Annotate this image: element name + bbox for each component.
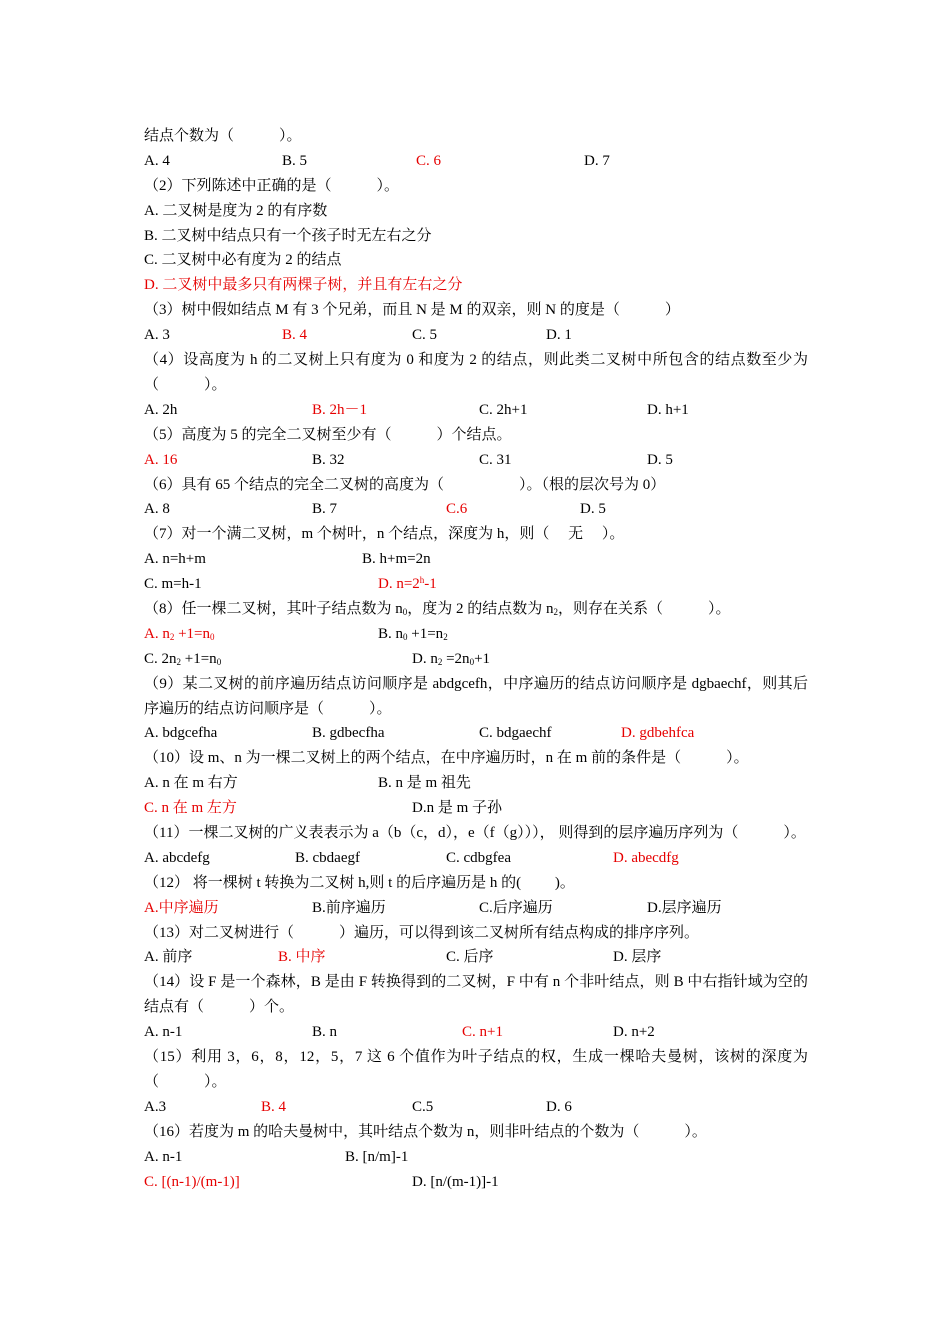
q4-option-a: A. 2h: [144, 401, 178, 418]
q3-option-a: A. 3: [144, 327, 170, 344]
q12-option-d: D.层序遍历: [647, 899, 722, 916]
q16-options-row1: [144, 1145, 808, 1170]
q11-options: [144, 846, 808, 871]
q4-option-b-answer: B. 2h－1: [312, 401, 368, 418]
q8-options-row2: [144, 647, 808, 672]
q7-options-row2: [144, 572, 808, 597]
q9-option-c: C. bdgaechf: [479, 725, 552, 742]
q6-options: [144, 497, 808, 522]
q16-options-row2: [144, 1170, 808, 1195]
q13-option-c: C. 后序: [446, 949, 494, 966]
q11-stem: （11）一棵二叉树的广义表表示为 a（b（c，d），e（f（g）））， 则得到的层序遍历序列为（ ）。: [144, 825, 806, 841]
q12-option-a-answer: A.中序遍历: [144, 899, 219, 916]
q4-stem: （4）设高度为 h 的二叉树上只有度为 0 和度为 2 的结点，则此类二叉树中所包含的结点数至少为（ ）。: [144, 352, 808, 393]
q8-option-d: D. $n_2 =2n_0+1$: [412, 650, 491, 667]
q14-stem: （14）设 F 是一个森林，B 是由 F 转换得到的二叉树，F 中有 n 个非叶结点，则 B 中右指针域为空的结点有（ ）个。: [144, 974, 808, 1016]
q16-option-b: B. [n/m]-1: [345, 1148, 409, 1165]
q6-stem: （6）具有 65 个结点的完全二叉树的高度为（ ）。（根的层次号为 0）: [144, 476, 666, 493]
q8-option-c: C. $2n_2 +1=n_0$: [144, 650, 222, 667]
q14-option-d: D. n+2: [613, 1024, 655, 1041]
q1-options: [144, 149, 808, 174]
exercise-page: [144, 124, 808, 1194]
q3-stem: （3）树中假如结点 M 有 3 个兄弟，而且 N 是 M 的双亲，则 N 的度是（ ）: [144, 302, 680, 319]
q14-options: [144, 1020, 808, 1045]
q13-stem: （13）对二叉树进行（ ）遍历，可以得到该二叉树所有结点构成的排序序列。: [144, 924, 700, 941]
q7-stem: （7）对一个满二叉树，m 个树叶，n 个结点，深度为 h，则（ 无 ）。: [144, 526, 625, 543]
q1-option-b: B. 5: [282, 152, 308, 169]
q1-stem: 结点个数为（ ）。: [144, 128, 302, 144]
q3-option-b-answer: B. 4: [282, 327, 308, 344]
q9-options: [144, 721, 808, 746]
q13-option-d: D. 层序: [613, 949, 662, 966]
q3-option-c: C. 5: [412, 327, 438, 344]
q8-option-a-answer: A. $n_2 +1=n_0$: [144, 625, 215, 642]
q14-option-c-answer: C. n+1: [462, 1024, 503, 1041]
q10-options-row1: [144, 771, 808, 796]
q5-option-d: D. 5: [647, 451, 673, 468]
q14-option-b: B. n: [312, 1024, 338, 1041]
q13-option-b-answer: B. 中序: [278, 949, 326, 966]
q15-option-c: C.5: [412, 1098, 434, 1115]
q15-stem: （15）利用 3，6，8，12，5，7 这 6 个值作为叶子结点的权，生成一棵哈夫曼树，该树的深度为（ ）。: [144, 1049, 808, 1090]
q1-option-c-answer: C. 6: [416, 152, 442, 169]
q8-option-b: B. $n_0 +1=n_2$: [378, 625, 448, 642]
q2-option-c: C. 二叉树中必有度为 2 的结点: [144, 252, 342, 269]
q12-option-b: B.前序遍历: [312, 899, 386, 916]
q12-options: [144, 896, 808, 921]
q8-stem: （8）任一棵二叉树，其叶子结点数为 $n_0$，度为 2 的结点数为 $n_2$，则存在关系（ ）。: [144, 600, 731, 617]
q6-option-a: A. 8: [144, 501, 170, 518]
q8-options-row1: [144, 622, 808, 647]
q9-option-b: B. gdbecfha: [312, 725, 385, 742]
q4-options: [144, 398, 808, 423]
q7-option-b: B. h+m=2n: [362, 551, 431, 568]
q11-option-b: B. cbdaegf: [295, 849, 360, 866]
q14-option-a: A. n-1: [144, 1024, 183, 1041]
q9-option-a: A. bdgcefha: [144, 725, 218, 742]
q12-option-c: C.后序遍历: [479, 899, 553, 916]
q7-option-a: A. n=h+m: [144, 551, 206, 568]
q4-option-c: C. 2h+1: [479, 401, 528, 418]
q6-option-c-answer: C.6: [446, 501, 468, 518]
q10-options-row2: [144, 796, 808, 821]
q2-stem: （2）下列陈述中正确的是（ ）。: [144, 177, 400, 194]
q11-option-d-answer: D. abecdfg: [613, 849, 679, 866]
q15-option-a: A.3: [144, 1098, 167, 1115]
q11-option-c: C. cdbgfea: [446, 849, 511, 866]
q16-stem: （16）若度为 m 的哈夫曼树中，其叶结点个数为 n，则非叶结点的个数为（ ）。: [144, 1123, 707, 1140]
q16-option-c-answer: C. [(n-1)/(m-1)]: [144, 1173, 240, 1190]
q9-option-d-answer: D. gdbehfca: [621, 725, 695, 742]
q5-option-c: C. 31: [479, 451, 512, 468]
q15-option-b-answer: B. 4: [261, 1098, 287, 1115]
q6-option-d: D. 5: [580, 501, 606, 518]
q4-option-d: D. h+1: [647, 401, 689, 418]
q9-stem: （9）某二叉树的前序遍历结点访问顺序是 abdgcefh，中序遍历的结点访问顺序是 dgbaechf，则其后序遍历的结点访问顺序是（ ）。: [144, 675, 808, 717]
q10-stem: （10）设 m、n 为一棵二叉树上的两个结点，在中序遍历时，n 在 m 前的条件是（ ）。: [144, 750, 749, 767]
q13-options: [144, 945, 808, 970]
q7-option-d-answer: D. $n=2^h-1$: [378, 575, 437, 593]
q2-option-a: A. 二叉树是度为 2 的有序数: [144, 202, 328, 219]
q10-option-c-answer: C. n 在 m 左方: [144, 800, 237, 817]
q5-stem: （5）高度为 5 的完全二叉树至少有（ ）个结点。: [144, 426, 512, 443]
q6-option-b: B. 7: [312, 501, 338, 518]
q5-option-a-answer: A. 16: [144, 451, 178, 468]
q5-option-b: B. 32: [312, 451, 345, 468]
q16-option-d: D. [n/(m-1)]-1: [412, 1173, 499, 1190]
q5-options: [144, 448, 808, 473]
q7-option-c: C. m=h-1: [144, 576, 202, 593]
q7-options-row1: [144, 547, 808, 572]
q16-option-a: A. n-1: [144, 1148, 183, 1165]
q3-options: [144, 323, 808, 348]
q15-options: [144, 1095, 808, 1120]
q10-option-d: D.n 是 m 子孙: [412, 800, 503, 817]
q2-option-b: B. 二叉树中结点只有一个孩子时无左右之分: [144, 227, 432, 244]
q10-option-a: A. n 在 m 右方: [144, 775, 238, 792]
q11-option-a: A. abcdefg: [144, 849, 210, 866]
q15-option-d: D. 6: [546, 1098, 572, 1115]
q12-stem: （12） 将一棵树 t 转换为二叉树 h,则 t 的后序遍历是 h 的( )。: [144, 874, 575, 891]
q3-option-d: D. 1: [546, 327, 572, 344]
q10-option-b: B. n 是 m 祖先: [378, 775, 471, 792]
q13-option-a: A. 前序: [144, 949, 193, 966]
q1-option-a: A. 4: [144, 152, 170, 169]
q2-option-d-answer: D. 二叉树中最多只有两棵子树，并且有左右之分: [144, 277, 463, 294]
q1-option-d: D. 7: [584, 152, 610, 169]
